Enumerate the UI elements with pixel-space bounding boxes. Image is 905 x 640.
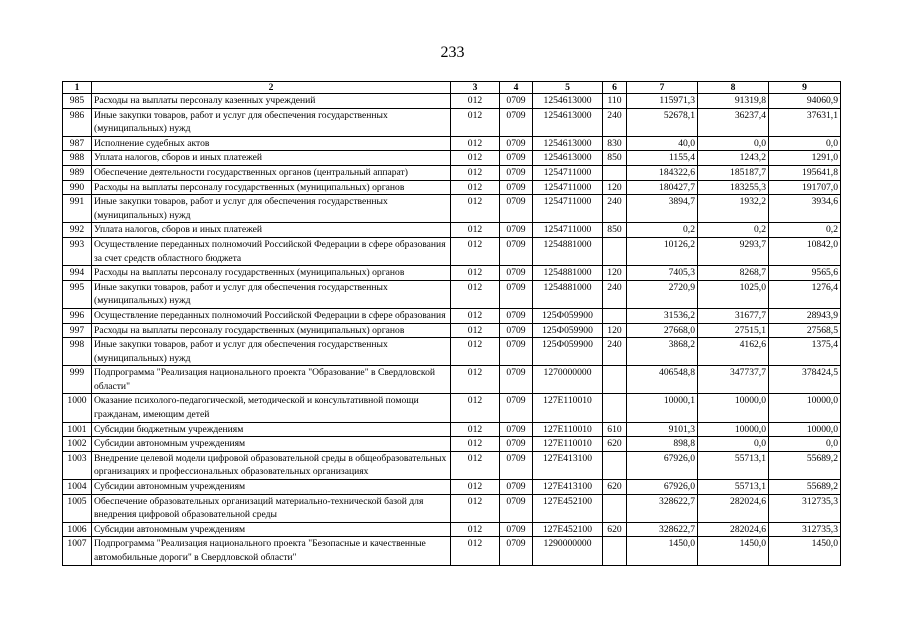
row-number: 1006 — [63, 522, 92, 537]
row-name: Расходы на выплаты персоналу государственных (муниципальных) органов — [92, 180, 451, 195]
target-article-code: 127E110010 — [533, 394, 603, 422]
row-number: 990 — [63, 180, 92, 195]
amount-col-8: 4162,6 — [698, 338, 769, 366]
amount-col-9: 1450,0 — [769, 537, 841, 565]
expense-type-code: 610 — [603, 422, 627, 437]
table-row — [63, 280, 841, 308]
section-code: 0709 — [500, 480, 533, 495]
budget-table — [62, 81, 841, 566]
ministry-code: 012 — [451, 366, 500, 394]
ministry-code: 012 — [451, 494, 500, 522]
table-row — [63, 223, 841, 238]
row-number: 994 — [63, 266, 92, 281]
column-header: 4 — [500, 82, 533, 94]
section-code: 0709 — [500, 522, 533, 537]
section-code: 0709 — [500, 338, 533, 366]
section-code: 0709 — [500, 136, 533, 151]
amount-col-7: 7405,3 — [627, 266, 698, 281]
amount-col-8: 31677,7 — [698, 308, 769, 323]
amount-col-9: 10000,0 — [769, 422, 841, 437]
ministry-code: 012 — [451, 522, 500, 537]
expense-type-code — [603, 237, 627, 265]
amount-col-7: 40,0 — [627, 136, 698, 151]
expense-type-code: 240 — [603, 195, 627, 223]
row-name: Иные закупки товаров, работ и услуг для обеспечения государственных (муниципальных) нужд — [92, 280, 451, 308]
row-name: Подпрограмма "Реализация национального проекта "Образование" в Свердловской области" — [92, 366, 451, 394]
section-code: 0709 — [500, 323, 533, 338]
table-row — [63, 366, 841, 394]
row-name: Расходы на выплаты персоналу государственных (муниципальных) органов — [92, 323, 451, 338]
table-row — [63, 451, 841, 479]
amount-col-9: 27568,5 — [769, 323, 841, 338]
row-number: 999 — [63, 366, 92, 394]
table-row — [63, 323, 841, 338]
row-name: Иные закупки товаров, работ и услуг для обеспечения государственных (муниципальных) нужд — [92, 108, 451, 136]
target-article-code: 127E413100 — [533, 451, 603, 479]
amount-col-7: 2720,9 — [627, 280, 698, 308]
table-row — [63, 136, 841, 151]
section-code: 0709 — [500, 108, 533, 136]
expense-type-code: 830 — [603, 136, 627, 151]
target-article-code: 1254711000 — [533, 165, 603, 180]
ministry-code: 012 — [451, 480, 500, 495]
amount-col-7: 180427,7 — [627, 180, 698, 195]
row-name: Уплата налогов, сборов и иных платежей — [92, 223, 451, 238]
row-name: Иные закупки товаров, работ и услуг для обеспечения государственных (муниципальных) нужд — [92, 195, 451, 223]
amount-col-9: 0,0 — [769, 136, 841, 151]
amount-col-7: 1450,0 — [627, 537, 698, 565]
section-code: 0709 — [500, 223, 533, 238]
ministry-code: 012 — [451, 108, 500, 136]
amount-col-7: 115971,3 — [627, 94, 698, 109]
row-number: 1004 — [63, 480, 92, 495]
amount-col-8: 1932,2 — [698, 195, 769, 223]
amount-col-9: 37631,1 — [769, 108, 841, 136]
section-code: 0709 — [500, 266, 533, 281]
expense-type-code — [603, 308, 627, 323]
target-article-code: 1254613000 — [533, 94, 603, 109]
amount-col-8: 185187,7 — [698, 165, 769, 180]
ministry-code: 012 — [451, 180, 500, 195]
amount-col-8: 0,0 — [698, 136, 769, 151]
table-row — [63, 180, 841, 195]
section-code: 0709 — [500, 437, 533, 452]
target-article-code: 1254881000 — [533, 237, 603, 265]
table-row — [63, 237, 841, 265]
column-header: 7 — [627, 82, 698, 94]
amount-col-7: 10000,1 — [627, 394, 698, 422]
expense-type-code: 850 — [603, 151, 627, 166]
amount-col-8: 55713,1 — [698, 480, 769, 495]
amount-col-9: 1375,4 — [769, 338, 841, 366]
amount-col-7: 184322,6 — [627, 165, 698, 180]
ministry-code: 012 — [451, 151, 500, 166]
section-code: 0709 — [500, 366, 533, 394]
amount-col-8: 9293,7 — [698, 237, 769, 265]
expense-type-code: 620 — [603, 437, 627, 452]
amount-col-9: 191707,0 — [769, 180, 841, 195]
row-name: Оказание психолого-педагогической, методической и консультативной помощи гражданам, имеющим детей — [92, 394, 451, 422]
section-code: 0709 — [500, 308, 533, 323]
amount-col-9: 10842,0 — [769, 237, 841, 265]
target-article-code: 1254613000 — [533, 108, 603, 136]
row-number: 998 — [63, 338, 92, 366]
target-article-code: 1290000000 — [533, 537, 603, 565]
row-name: Уплата налогов, сборов и иных платежей — [92, 151, 451, 166]
amount-col-9: 0,0 — [769, 437, 841, 452]
row-number: 996 — [63, 308, 92, 323]
expense-type-code: 120 — [603, 180, 627, 195]
expense-type-code: 120 — [603, 323, 627, 338]
row-name: Субсидии автономным учреждениям — [92, 522, 451, 537]
amount-col-8: 0,0 — [698, 437, 769, 452]
amount-col-8: 1243,2 — [698, 151, 769, 166]
amount-col-7: 3894,7 — [627, 195, 698, 223]
table-row — [63, 394, 841, 422]
row-number: 1003 — [63, 451, 92, 479]
target-article-code: 1254881000 — [533, 280, 603, 308]
row-name: Расходы на выплаты персоналу государственных (муниципальных) органов — [92, 266, 451, 281]
column-header: 9 — [769, 82, 841, 94]
row-number: 986 — [63, 108, 92, 136]
expense-type-code: 110 — [603, 94, 627, 109]
table-row — [63, 437, 841, 452]
expense-type-code — [603, 165, 627, 180]
expense-type-code — [603, 451, 627, 479]
ministry-code: 012 — [451, 280, 500, 308]
expense-type-code: 620 — [603, 522, 627, 537]
column-header: 2 — [92, 82, 451, 94]
row-number: 1001 — [63, 422, 92, 437]
column-header: 6 — [603, 82, 627, 94]
target-article-code: 125Ф059900 — [533, 308, 603, 323]
ministry-code: 012 — [451, 537, 500, 565]
amount-col-9: 55689,2 — [769, 451, 841, 479]
amount-col-9: 195641,8 — [769, 165, 841, 180]
section-code: 0709 — [500, 451, 533, 479]
row-name: Субсидии автономным учреждениям — [92, 437, 451, 452]
table-row — [63, 422, 841, 437]
amount-col-8: 282024,6 — [698, 522, 769, 537]
row-number: 1005 — [63, 494, 92, 522]
target-article-code: 1270000000 — [533, 366, 603, 394]
amount-col-9: 94060,9 — [769, 94, 841, 109]
amount-col-8: 10000,0 — [698, 422, 769, 437]
ministry-code: 012 — [451, 136, 500, 151]
amount-col-7: 898,8 — [627, 437, 698, 452]
row-name: Субсидии автономным учреждениям — [92, 480, 451, 495]
row-number: 992 — [63, 223, 92, 238]
ministry-code: 012 — [451, 237, 500, 265]
amount-col-9: 378424,5 — [769, 366, 841, 394]
expense-type-code: 120 — [603, 266, 627, 281]
expense-type-code — [603, 537, 627, 565]
amount-col-9: 312735,3 — [769, 522, 841, 537]
row-number: 988 — [63, 151, 92, 166]
table-body — [63, 94, 841, 566]
table-row — [63, 266, 841, 281]
amount-col-8: 8268,7 — [698, 266, 769, 281]
amount-col-9: 1276,4 — [769, 280, 841, 308]
expense-type-code — [603, 394, 627, 422]
row-number: 1000 — [63, 394, 92, 422]
ministry-code: 012 — [451, 165, 500, 180]
ministry-code: 012 — [451, 437, 500, 452]
amount-col-9: 0,2 — [769, 223, 841, 238]
amount-col-8: 27515,1 — [698, 323, 769, 338]
column-header: 3 — [451, 82, 500, 94]
amount-col-8: 10000,0 — [698, 394, 769, 422]
amount-col-7: 1155,4 — [627, 151, 698, 166]
target-article-code: 127E452100 — [533, 522, 603, 537]
row-number: 993 — [63, 237, 92, 265]
amount-col-7: 67926,0 — [627, 480, 698, 495]
amount-col-7: 3868,2 — [627, 338, 698, 366]
table-header-row — [63, 82, 841, 94]
section-code: 0709 — [500, 422, 533, 437]
expense-type-code: 240 — [603, 108, 627, 136]
target-article-code: 127E110010 — [533, 437, 603, 452]
amount-col-8: 183255,3 — [698, 180, 769, 195]
ministry-code: 012 — [451, 323, 500, 338]
amount-col-7: 328622,7 — [627, 522, 698, 537]
expense-type-code: 240 — [603, 338, 627, 366]
column-header: 8 — [698, 82, 769, 94]
target-article-code: 1254711000 — [533, 195, 603, 223]
row-name: Осуществление переданных полномочий Российской Федерации в сфере образования за счет средств областного бюджета — [92, 237, 451, 265]
target-article-code: 125Ф059900 — [533, 338, 603, 366]
section-code: 0709 — [500, 151, 533, 166]
ministry-code: 012 — [451, 451, 500, 479]
amount-col-7: 52678,1 — [627, 108, 698, 136]
amount-col-8: 1450,0 — [698, 537, 769, 565]
table-row — [63, 108, 841, 136]
amount-col-9: 28943,9 — [769, 308, 841, 323]
table-row — [63, 338, 841, 366]
expense-type-code — [603, 366, 627, 394]
row-number: 989 — [63, 165, 92, 180]
table-row — [63, 537, 841, 565]
amount-col-7: 406548,8 — [627, 366, 698, 394]
row-name: Субсидии бюджетным учреждениям — [92, 422, 451, 437]
amount-col-7: 10126,2 — [627, 237, 698, 265]
ministry-code: 012 — [451, 308, 500, 323]
target-article-code: 125Ф059900 — [533, 323, 603, 338]
table-row — [63, 165, 841, 180]
column-header: 5 — [533, 82, 603, 94]
amount-col-9: 55689,2 — [769, 480, 841, 495]
ministry-code: 012 — [451, 422, 500, 437]
amount-col-8: 0,2 — [698, 223, 769, 238]
row-number: 987 — [63, 136, 92, 151]
ministry-code: 012 — [451, 394, 500, 422]
amount-col-9: 312735,3 — [769, 494, 841, 522]
row-name: Исполнение судебных актов — [92, 136, 451, 151]
amount-col-7: 27668,0 — [627, 323, 698, 338]
target-article-code: 1254613000 — [533, 136, 603, 151]
table-row — [63, 522, 841, 537]
amount-col-9: 1291,0 — [769, 151, 841, 166]
section-code: 0709 — [500, 537, 533, 565]
row-number: 985 — [63, 94, 92, 109]
amount-col-7: 0,2 — [627, 223, 698, 238]
table-row — [63, 494, 841, 522]
target-article-code: 127E110010 — [533, 422, 603, 437]
row-number: 1007 — [63, 537, 92, 565]
amount-col-7: 9101,3 — [627, 422, 698, 437]
section-code: 0709 — [500, 494, 533, 522]
section-code: 0709 — [500, 237, 533, 265]
target-article-code: 1254711000 — [533, 223, 603, 238]
target-article-code: 1254881000 — [533, 266, 603, 281]
column-header: 1 — [63, 82, 92, 94]
section-code: 0709 — [500, 195, 533, 223]
row-name: Осуществление переданных полномочий Российской Федерации в сфере образования — [92, 308, 451, 323]
row-name: Обеспечение образовательных организаций материально-технической базой для внедрения цифровой образовательной среды — [92, 494, 451, 522]
amount-col-7: 328622,7 — [627, 494, 698, 522]
target-article-code: 127E413100 — [533, 480, 603, 495]
section-code: 0709 — [500, 180, 533, 195]
amount-col-7: 67926,0 — [627, 451, 698, 479]
row-number: 997 — [63, 323, 92, 338]
ministry-code: 012 — [451, 195, 500, 223]
section-code: 0709 — [500, 165, 533, 180]
row-name: Расходы на выплаты персоналу казенных учреждений — [92, 94, 451, 109]
expense-type-code: 850 — [603, 223, 627, 238]
amount-col-9: 3934,6 — [769, 195, 841, 223]
section-code: 0709 — [500, 394, 533, 422]
amount-col-7: 31536,2 — [627, 308, 698, 323]
ministry-code: 012 — [451, 223, 500, 238]
row-name: Обеспечение деятельности государственных органов (центральный аппарат) — [92, 165, 451, 180]
ministry-code: 012 — [451, 94, 500, 109]
section-code: 0709 — [500, 94, 533, 109]
page-number: 233 — [440, 44, 465, 61]
amount-col-8: 55713,1 — [698, 451, 769, 479]
expense-type-code: 620 — [603, 480, 627, 495]
row-name: Иные закупки товаров, работ и услуг для обеспечения государственных (муниципальных) нужд — [92, 338, 451, 366]
row-name: Подпрограмма "Реализация национального проекта "Безопасные и качественные автомобильные дороги" в Свердловской области" — [92, 537, 451, 565]
amount-col-8: 1025,0 — [698, 280, 769, 308]
amount-col-9: 9565,6 — [769, 266, 841, 281]
table-row — [63, 480, 841, 495]
table-row — [63, 94, 841, 109]
ministry-code: 012 — [451, 266, 500, 281]
expense-type-code: 240 — [603, 280, 627, 308]
target-article-code: 127E452100 — [533, 494, 603, 522]
amount-col-8: 282024,6 — [698, 494, 769, 522]
table-row — [63, 195, 841, 223]
ministry-code: 012 — [451, 338, 500, 366]
table-row — [63, 308, 841, 323]
row-number: 991 — [63, 195, 92, 223]
amount-col-8: 91319,8 — [698, 94, 769, 109]
section-code: 0709 — [500, 280, 533, 308]
row-number: 995 — [63, 280, 92, 308]
amount-col-8: 36237,4 — [698, 108, 769, 136]
table-row — [63, 151, 841, 166]
target-article-code: 1254711000 — [533, 180, 603, 195]
target-article-code: 1254613000 — [533, 151, 603, 166]
row-name: Внедрение целевой модели цифровой образовательной среды в общеобразовательных организациях и профессиональных образовательных организациях — [92, 451, 451, 479]
amount-col-8: 347737,7 — [698, 366, 769, 394]
expense-type-code — [603, 494, 627, 522]
row-number: 1002 — [63, 437, 92, 452]
amount-col-9: 10000,0 — [769, 394, 841, 422]
